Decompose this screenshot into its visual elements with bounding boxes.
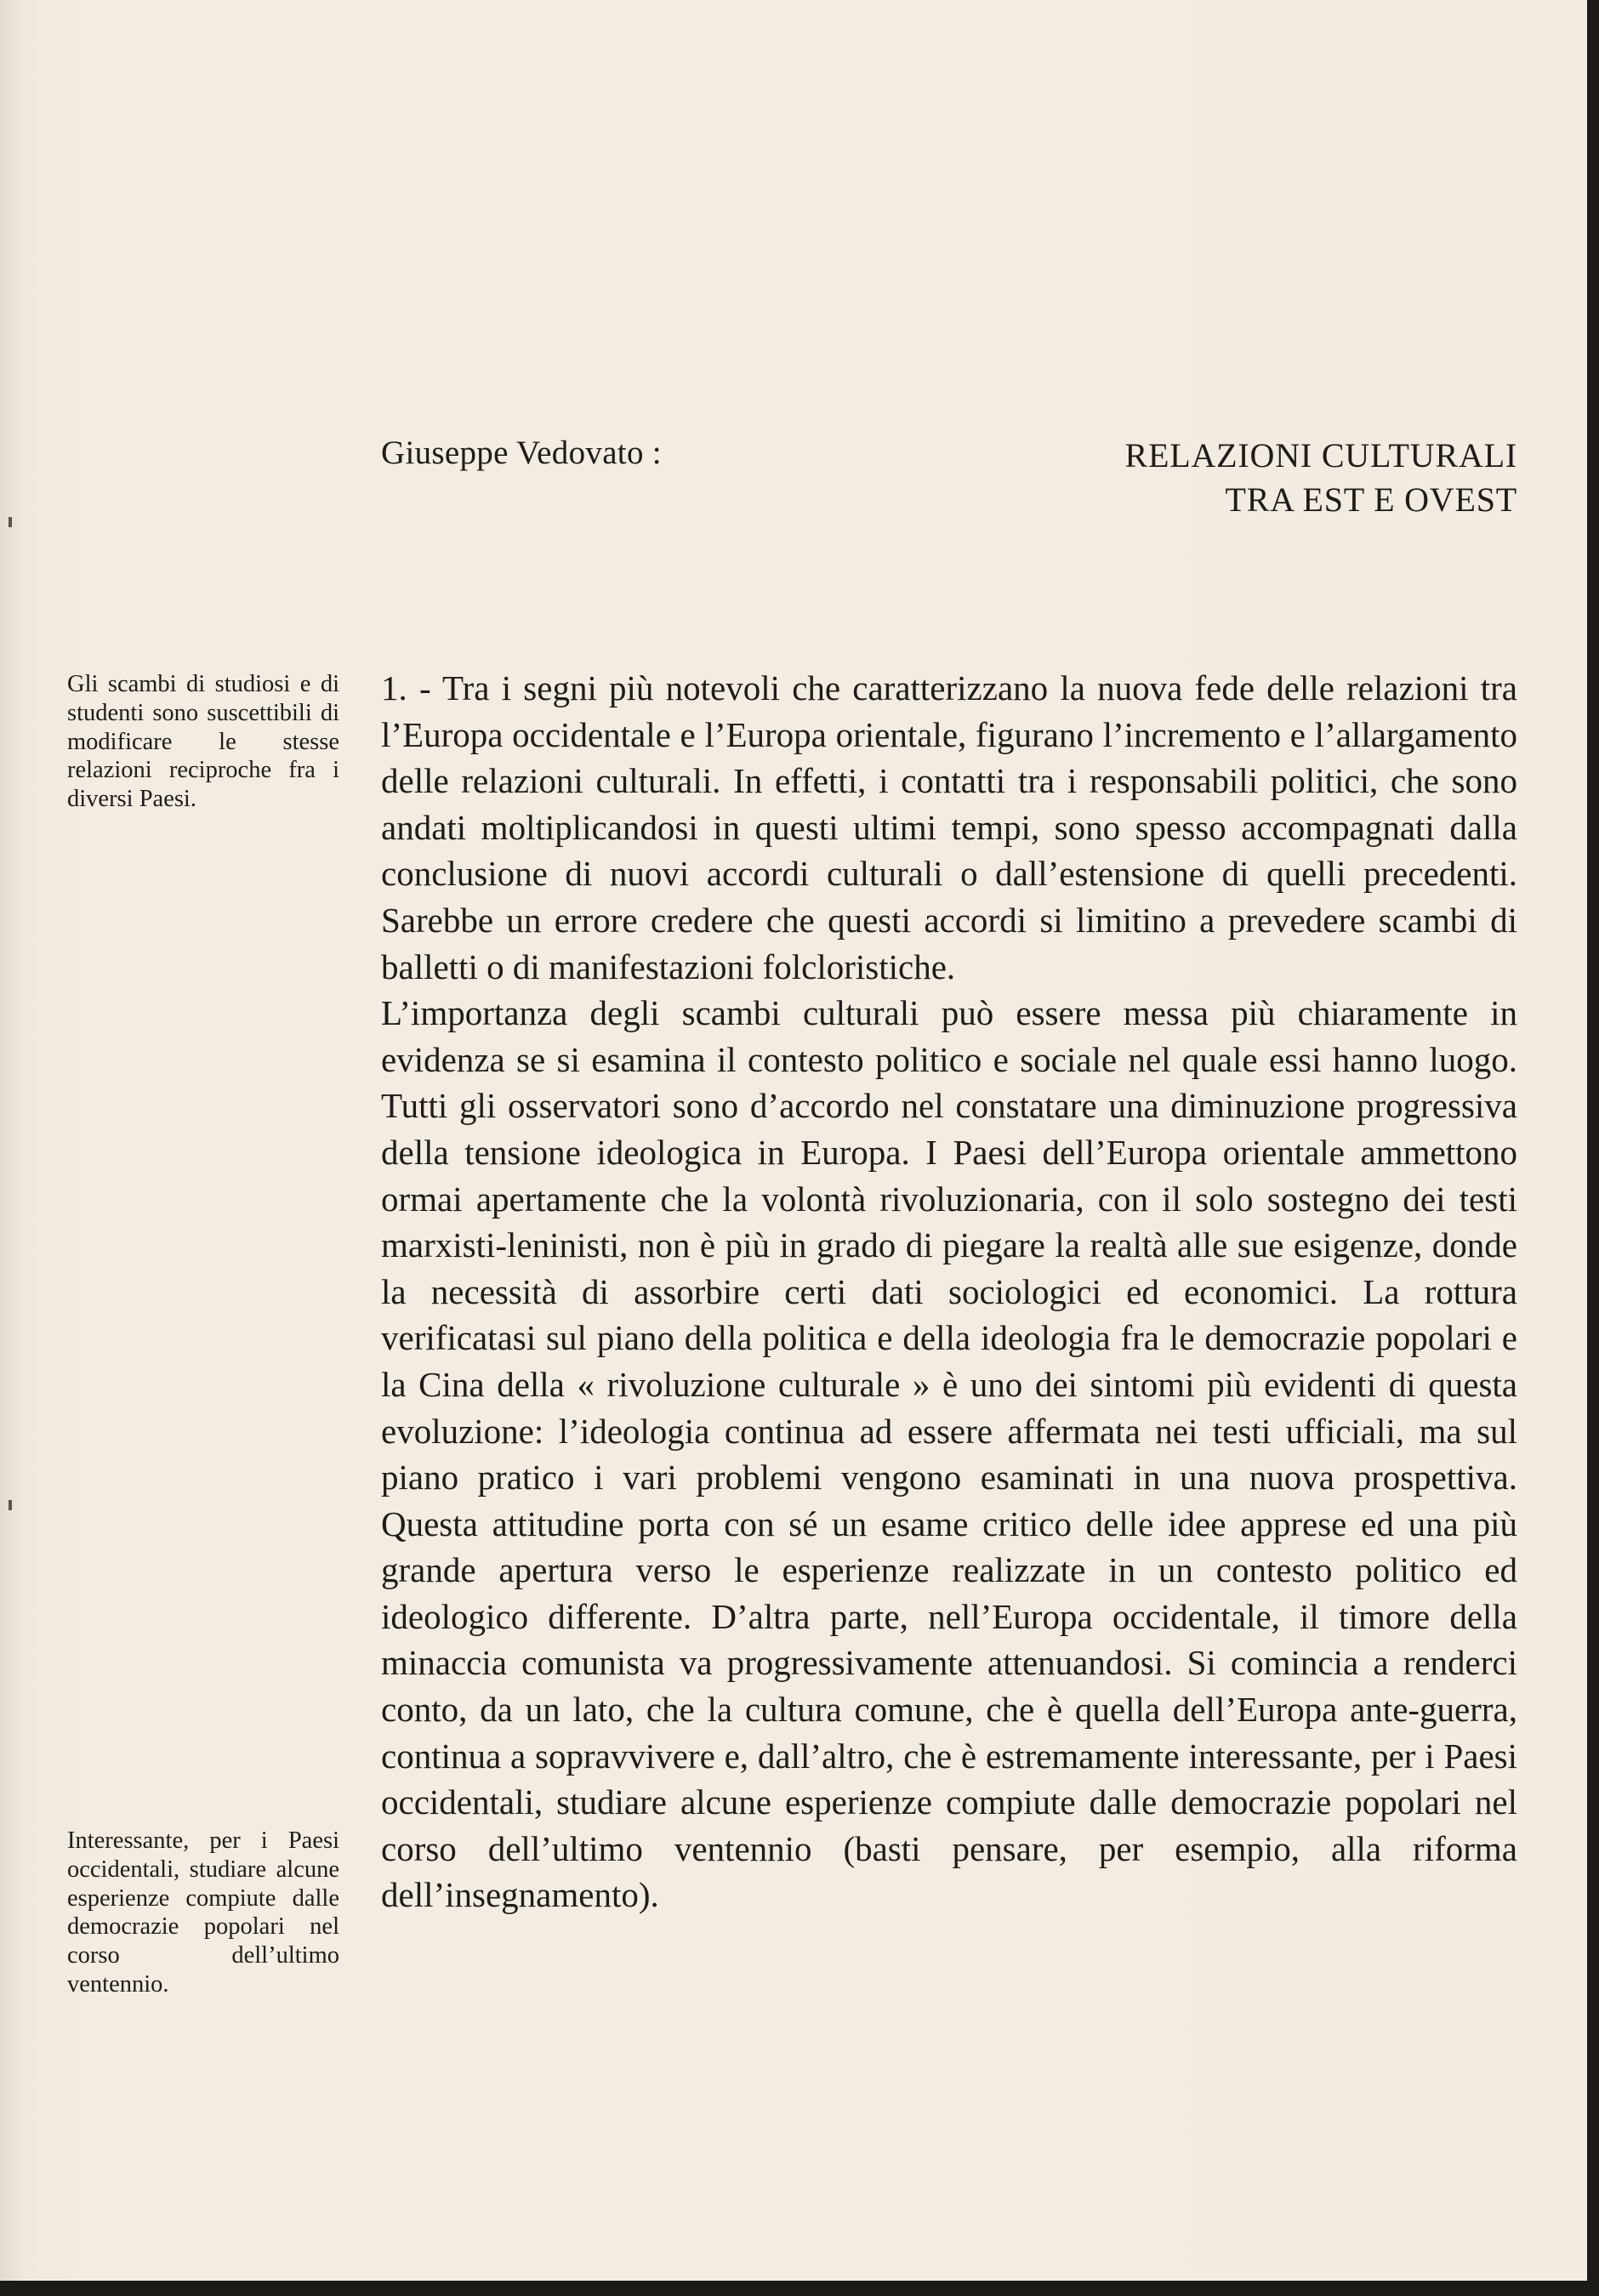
sidenote-exchanges: Gli scambi di studiosi e di studenti sono suscettibili di modificare le stesse relazioni reciproche fra i diversi Paesi.: [67, 671, 339, 813]
sidenote-experiences: Interessante, per i Paesi occidentali, studiare alcune esperienze compiute dalle democrazie popolari nel corso dell’ultimo ventennio.: [67, 1827, 339, 1998]
article-body: [381, 665, 1517, 1918]
article-title: [1125, 434, 1517, 522]
body-paragraph-2: L’importanza degli scambi culturali può essere messa più chiaramente in evidenza se si esamina il contesto politico e sociale nel quale essi hanno luogo. Tutti gli osservatori sono d’accordo nel constatare una diminuzione progressiva della tensione ideologica in Europa. I Paesi dell’Europa orientale ammettono ormai apertamente che la volontà rivoluzionaria, con il solo sostegno dei testi marxisti-leninisti, non è più in grado di piegare la realtà alle sue esigenze, donde la necessità di assorbire certi dati sociologici ed economici. La rottura verificatasi sul piano della politica e della ideologia fra le democrazie popolari e la Cina della « rivoluzione culturale » è uno dei sintomi più evidenti di questa evoluzione: l’ideologia continua ad essere affermata nei testi ufficiali, ma sul piano pratico i vari problemi vengono esaminati in una nuova prospettiva. Questa attitudine porta con sé un esame critico delle idee apprese ed una più grande apertura verso le esperienze realizzate in un contesto politico ed ideologico differente. D’altra parte, nell’Europa occidentale, il timore della minaccia comunista va progressivamente attenuandosi. Si comincia a renderci conto, da un lato, che la cultura comune, che è quella dell’Europa ante-guerra, continua a sopravvivere e, dall’altro, che è estremamente interessante, per i Paesi occidentali, studiare alcune esperienze compiute dalle democrazie popolari nel corso dell’ultimo ventennio (basti pensare, per esempio, alla riforma dell’insegnamento).: [381, 993, 1517, 1915]
margin-mark: [9, 517, 12, 527]
author-name: Giuseppe Vedovato :: [381, 435, 662, 471]
body-paragraph-1: 1. - Tra i segni più notevoli che caratterizzano la nuova fede delle relazioni tra l’Europa occidentale e l’Europa orientale, figurano l’incremento e l’allargamento delle relazioni culturali. In effetti, i contatti tra i responsabili politici, che sono andati moltiplicandosi in questi ultimi tempi, sono spesso accompagnati dalla conclusione di nuovi accordi culturali o dall’estensione di quelli precedenti. Sarebbe un errore credere che questi accordi si limitino a prevedere scambi di balletti o di manifestazioni folcloristiche.: [381, 668, 1517, 986]
title-line-2: TRA EST E OVEST: [1225, 480, 1517, 519]
margin-mark: [9, 1500, 12, 1510]
title-line-1: RELAZIONI CULTURALI: [1124, 436, 1517, 475]
